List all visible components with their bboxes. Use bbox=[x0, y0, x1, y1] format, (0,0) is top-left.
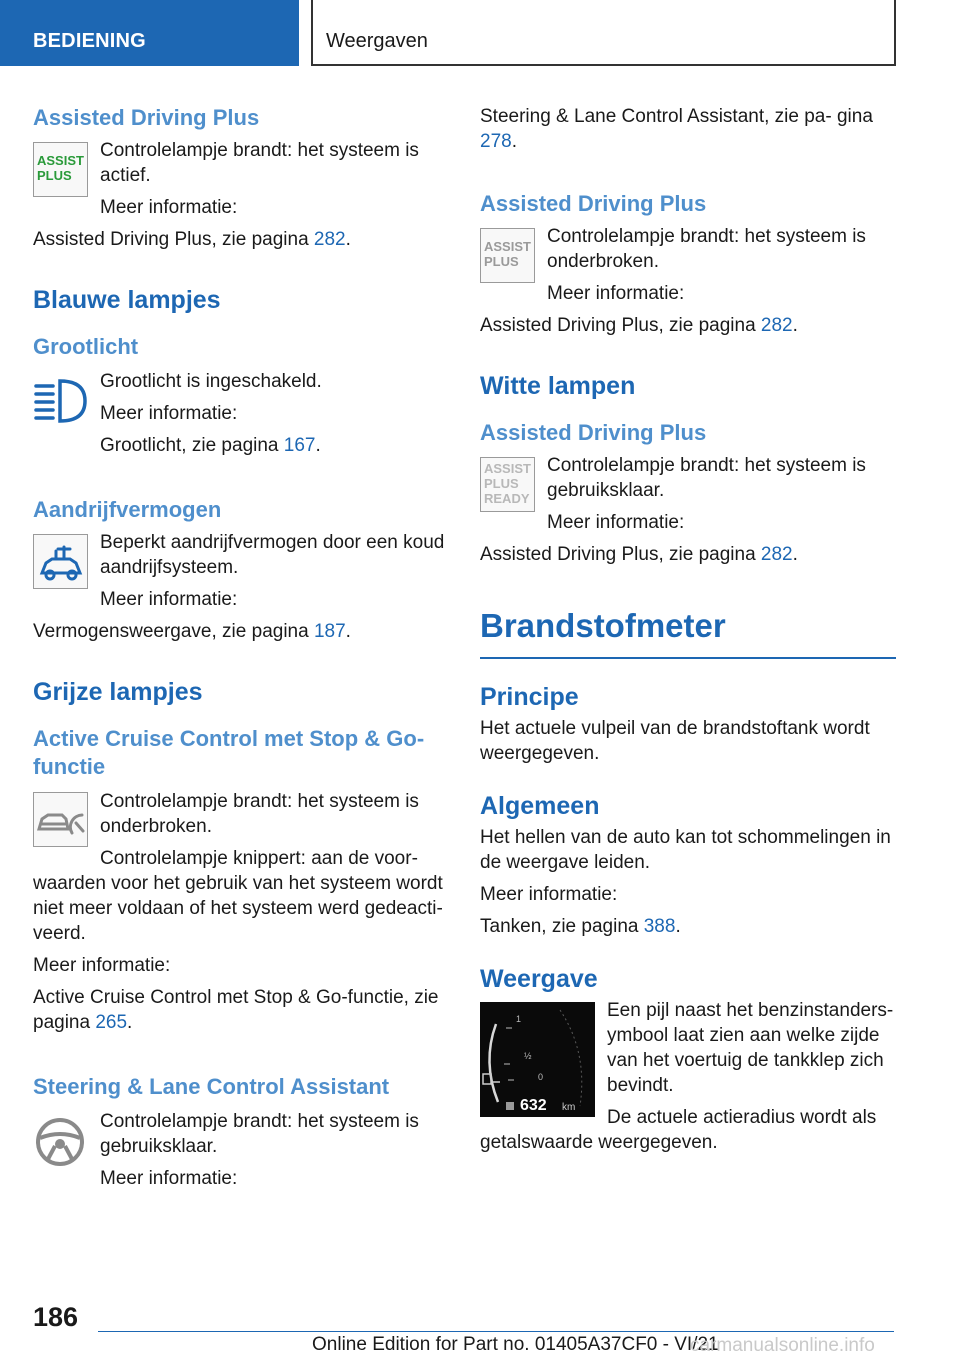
steering-wheel-icon bbox=[33, 1112, 88, 1167]
general-reference: Tanken, zie pagina 388. bbox=[480, 916, 681, 937]
power-block bbox=[33, 530, 447, 612]
adp-white-description: Controlelampje brandt: het systeem is gebruiksklaar. bbox=[547, 455, 866, 501]
heading-acc: Active Cruise Control met Stop & Go-functie bbox=[33, 726, 425, 779]
page-link-282[interactable]: 282 bbox=[313, 229, 346, 250]
adp-description: Controlelampje brandt: het systeem is actief. bbox=[100, 140, 419, 186]
slca-more-info: Meer informatie: bbox=[100, 1168, 238, 1189]
adp-grey-block bbox=[480, 224, 896, 306]
adp-grey-description: Controlelampje brandt: het systeem is onderbroken. bbox=[547, 226, 866, 272]
left-column bbox=[33, 100, 447, 1191]
general-text: Het hellen van de auto kan tot schommelingen in de weergave leiden. bbox=[480, 827, 891, 873]
adp-white-reference: Assisted Driving Plus, zie pagina 282. bbox=[480, 544, 798, 565]
heading-fuel-gauge: Brandstofmeter bbox=[480, 607, 726, 644]
heading-display: Weergave bbox=[480, 965, 598, 993]
page-link-282-c[interactable]: 282 bbox=[760, 544, 793, 565]
adp-grey-reference: Assisted Driving Plus, zie pagina 282. bbox=[480, 315, 798, 336]
gauge-mark-empty: 0 bbox=[538, 1072, 544, 1082]
slca-block bbox=[33, 1109, 447, 1191]
page-number: 186 bbox=[33, 1302, 79, 1332]
assist-plus-green-icon: ASSIST PLUS bbox=[33, 142, 88, 197]
highbeam-block bbox=[33, 369, 447, 458]
heading-slca: Steering & Lane Control Assistant bbox=[33, 1074, 390, 1099]
watermark-text: carmanualsonline.info bbox=[690, 1335, 875, 1356]
heading-white-lamps: Witte lampen bbox=[480, 372, 636, 400]
highbeam-more-info: Meer informatie: bbox=[100, 403, 238, 424]
page-link-187[interactable]: 187 bbox=[313, 621, 346, 642]
footer-rule bbox=[98, 1331, 894, 1332]
power-reference: Vermogensweergave, zie pagina 187. bbox=[33, 621, 351, 642]
acc-description-2-rest: waarden voor het gebruik van het systeem wordt niet meer voldaan of het systeem werd gedeacti- veerd. bbox=[33, 873, 443, 944]
gauge-mark-full: 1 bbox=[516, 1014, 522, 1024]
fuel-gauge-image bbox=[480, 1002, 595, 1117]
right-column bbox=[480, 100, 896, 1155]
assist-plus-grey-icon: ASSIST PLUS bbox=[480, 228, 535, 283]
reduced-power-car-icon bbox=[33, 534, 88, 589]
page-link-265[interactable]: 265 bbox=[95, 1012, 128, 1033]
heading-grey-lamps: Grijze lampjes bbox=[33, 678, 203, 706]
slca-reference: Steering & Lane Control Assistant, zie pa- gina 278. bbox=[480, 106, 873, 152]
page-link-167[interactable]: 167 bbox=[283, 435, 316, 456]
slca-description: Controlelampje brandt: het systeem is gebruiksklaar. bbox=[100, 1111, 419, 1157]
section-label: BEDIENING bbox=[33, 30, 146, 52]
heading-highbeam: Grootlicht bbox=[33, 334, 139, 359]
cruise-control-grey-icon bbox=[33, 792, 88, 847]
general-more-info: Meer informatie: bbox=[480, 884, 618, 905]
chapter-tab bbox=[311, 0, 896, 66]
page-link-278[interactable]: 278 bbox=[480, 131, 512, 152]
adp-block bbox=[33, 138, 447, 220]
adp-more-info: Meer informatie: bbox=[100, 197, 238, 218]
range-unit: km bbox=[562, 1102, 576, 1113]
acc-reference: Active Cruise Control met Stop & Go-functie, zie pagina 265. bbox=[33, 987, 439, 1033]
chapter-title: Weergaven bbox=[326, 30, 428, 52]
acc-description-1: Controlelampje brandt: het systeem is onderbroken. bbox=[100, 791, 419, 837]
page-link-282-b[interactable]: 282 bbox=[760, 315, 793, 336]
section-tab bbox=[0, 0, 299, 66]
heading-blue-lamps: Blauwe lampjes bbox=[33, 286, 221, 314]
acc-more-info: Meer informatie: bbox=[33, 955, 171, 976]
display-block bbox=[480, 998, 896, 1130]
highbeam-description: Grootlicht is ingeschakeld. bbox=[100, 371, 322, 392]
power-description: Beperkt aandrijfvermogen door een koud aandrijfsysteem. bbox=[100, 532, 445, 578]
adp-reference: Assisted Driving Plus, zie pagina 282. bbox=[33, 229, 351, 250]
assist-plus-ready-icon: ASSIST PLUS READY bbox=[480, 457, 535, 512]
adp-white-block bbox=[480, 453, 896, 535]
heading-general: Algemeen bbox=[480, 792, 600, 820]
acc-block bbox=[33, 789, 447, 871]
heading-power: Aandrijfvermogen bbox=[33, 497, 222, 522]
adp-grey-more-info: Meer informatie: bbox=[547, 283, 685, 304]
heading-adp: Assisted Driving Plus bbox=[33, 105, 260, 130]
power-more-info: Meer informatie: bbox=[100, 589, 238, 610]
heading-principle: Principe bbox=[480, 683, 579, 711]
display-description-1: Een pijl naast het benzinstanders- ymbool laat zien aan welke zijde van het voertuig de tankklep zich bevindt. bbox=[607, 1000, 894, 1096]
high-beam-icon bbox=[33, 372, 88, 427]
heading-adp-grey: Assisted Driving Plus bbox=[480, 191, 707, 216]
heading-rule bbox=[480, 657, 896, 659]
display-description-2-start: De actuele actieradius wordt als bbox=[607, 1107, 877, 1128]
acc-description-2-start: Controlelampje knippert: aan de voor- bbox=[100, 848, 418, 869]
gauge-mark-half: ½ bbox=[524, 1051, 532, 1061]
adp-white-more-info: Meer informatie: bbox=[547, 512, 685, 533]
page-link-388[interactable]: 388 bbox=[643, 916, 676, 937]
display-description-2-rest: getalswaarde weergegeven. bbox=[480, 1132, 718, 1153]
heading-adp-white: Assisted Driving Plus bbox=[480, 420, 707, 445]
principle-text: Het actuele vulpeil van de brandstoftank wordt weergegeven. bbox=[480, 718, 870, 764]
range-value: 632 bbox=[520, 1097, 547, 1114]
edition-text: Online Edition for Part no. 01405A37CF0 - VI/21 bbox=[312, 1334, 719, 1355]
highbeam-reference: Grootlicht, zie pagina 167. bbox=[100, 435, 321, 456]
